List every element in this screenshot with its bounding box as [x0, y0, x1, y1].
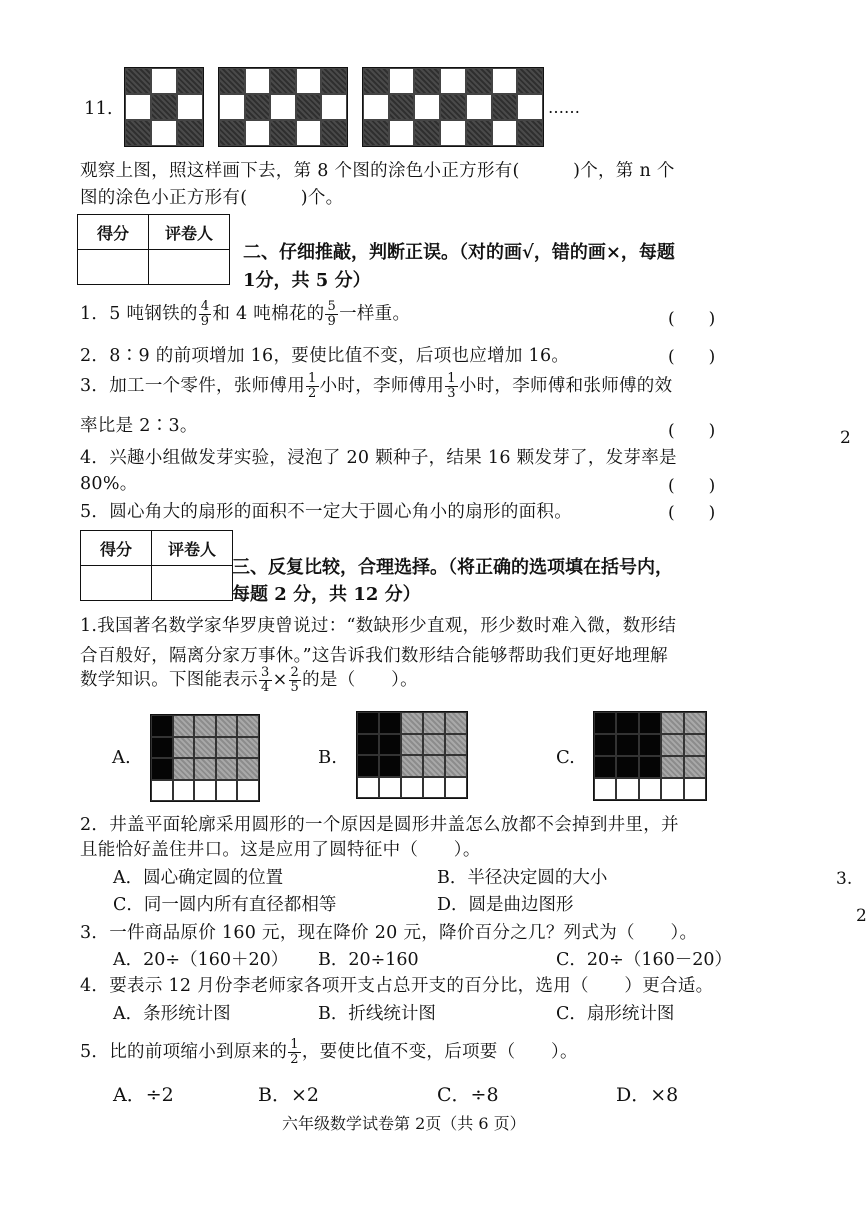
grid-cell	[445, 777, 467, 799]
blank-square	[296, 68, 322, 94]
blank-square	[492, 68, 518, 94]
blank-square	[321, 94, 347, 120]
times-sign: ×	[272, 670, 288, 690]
grid-cell	[684, 778, 706, 800]
grid-cell-black	[379, 734, 401, 756]
grader-cell[interactable]	[152, 566, 233, 601]
grid-cell-gray	[684, 712, 706, 734]
grid-cell	[173, 780, 195, 802]
choice-q5-option-b[interactable]: B．×2	[258, 1084, 319, 1106]
choice-q1-pre: 数学知识。下图能表示	[80, 670, 258, 690]
blank-square	[414, 94, 440, 120]
grid-cell-black	[357, 712, 379, 734]
judge-q1-pre: 1．5 吨钢铁的	[80, 304, 198, 324]
grid-cell-gray	[237, 737, 259, 759]
shaded-square	[270, 120, 296, 146]
choice-q3-option-a[interactable]: A．20÷（160＋20）	[113, 950, 289, 970]
blank-square	[389, 68, 415, 94]
shaded-square	[517, 120, 543, 146]
grid-cell-gray	[684, 734, 706, 756]
grader-label: 评卷人	[152, 531, 233, 566]
shaded-square	[219, 68, 245, 94]
grid-cell-gray	[661, 756, 683, 778]
grid-cell-gray	[661, 734, 683, 756]
choice-q1-line2: 合百般好，隔离分家万事休。”这告诉我们数形结合能够帮助我们更好地理解	[80, 646, 668, 666]
fraction-3-4: $\frac{3}{4}$	[261, 665, 270, 695]
grid-cell	[616, 778, 638, 800]
grid-cell-gray	[216, 758, 238, 780]
choice-q4-option-b[interactable]: B．折线统计图	[318, 1004, 436, 1024]
choice-q4-option-c[interactable]: C．扇形统计图	[556, 1004, 675, 1024]
grid-cell	[357, 777, 379, 799]
blank-square	[440, 68, 466, 94]
shaded-square	[363, 68, 389, 94]
grid-cell-gray	[423, 712, 445, 734]
judge-q3-post: 小时，李师傅和张师傅的效	[458, 376, 673, 396]
shaded-square	[296, 94, 322, 120]
choice-q2-option-b[interactable]: B．半径决定圆的大小	[437, 868, 608, 888]
choice-q1-line3	[80, 666, 418, 695]
grid-cell	[216, 780, 238, 802]
grid-cell-gray	[401, 755, 423, 777]
grid-cell-gray	[423, 755, 445, 777]
grid-cell-gray	[194, 758, 216, 780]
grid-cell-black	[594, 712, 616, 734]
q11-ellipsis: ……	[548, 98, 580, 117]
grid-cell	[401, 777, 423, 799]
choice-q2-option-a[interactable]: A．圆心确定圆的位置	[113, 868, 284, 888]
choice-q2-option-d[interactable]: D．圆是曲边图形	[437, 895, 574, 915]
judge-q3-line2: 率比是 2∶3。	[80, 416, 198, 436]
grid-cell-black	[379, 755, 401, 777]
checker-figure-2	[218, 67, 348, 147]
grid-cell	[379, 777, 401, 799]
grid-cell-gray	[237, 758, 259, 780]
answer-paren-2[interactable]: ( )	[668, 347, 716, 367]
blank-square	[177, 94, 203, 120]
grid-cell-gray	[194, 715, 216, 737]
grid-cell-black	[639, 712, 661, 734]
grid-cell-gray	[173, 758, 195, 780]
grid-cell	[639, 778, 661, 800]
option-c-label[interactable]: C.	[556, 747, 575, 768]
margin-number-1: 2	[840, 428, 851, 448]
grader-cell[interactable]	[149, 250, 230, 285]
fraction-1-2: $\frac{1}{2}$	[290, 1037, 299, 1067]
fraction-1-3: $\frac{1}{3}$	[447, 371, 456, 401]
choice-q2-line1: 2．井盖平面轮廓采用圆形的一个原因是圆形井盖怎么放都不会掉到井里，并	[80, 815, 679, 835]
choice-q2-line2: 且能恰好盖住井口。这是应用了圆特征中（ ）。	[80, 840, 481, 860]
grid-cell-black	[357, 734, 379, 756]
judge-q2: 2．8∶9 的前项增加 16，要使比值不变，后项也应增加 16。	[80, 346, 570, 366]
choice-q3-line1: 3．一件商品原价 160 元，现在降价 20 元，降价百分之几？列式为（ ）。	[80, 923, 698, 943]
grid-cell-gray	[216, 715, 238, 737]
shaded-square	[321, 120, 347, 146]
answer-paren-1[interactable]: ( )	[668, 309, 716, 329]
judge-q5: 5．圆心角大的扇形的面积不一定大于圆心角小的扇形的面积。	[80, 502, 573, 522]
checker-figure-3	[362, 67, 544, 147]
grid-cell-gray	[173, 715, 195, 737]
blank-square	[270, 94, 296, 120]
grid-cell-black	[616, 712, 638, 734]
grid-cell-gray	[661, 712, 683, 734]
judge-q1-post: 一样重。	[339, 304, 411, 324]
blank-square	[517, 94, 543, 120]
grid-cell-black	[379, 712, 401, 734]
grid-cell-black	[594, 734, 616, 756]
shaded-square	[219, 120, 245, 146]
grid-cell-gray	[401, 734, 423, 756]
option-a-label[interactable]: A.	[112, 747, 131, 768]
blank-square	[245, 120, 271, 146]
grid-cell	[423, 777, 445, 799]
answer-paren-5[interactable]: ( )	[668, 503, 716, 523]
section3-title-line2: 每题 2 分，共 12 分）	[232, 584, 421, 605]
grid-cell-black	[594, 756, 616, 778]
judge-q3-mid: 小时，李师傅用	[319, 376, 445, 396]
judge-q3-pre: 3．加工一个零件，张师傅用	[80, 376, 306, 396]
judge-q4-line2: 80%。	[80, 474, 138, 494]
score-label: 得分	[81, 531, 152, 566]
choice-q3-option-c[interactable]: C．20÷（160－20）	[556, 950, 732, 970]
blank-square	[219, 94, 245, 120]
grid-cell	[151, 780, 173, 802]
section2-title-line2: 1分，共 5 分）	[243, 270, 371, 291]
shaded-square	[466, 68, 492, 94]
choice-q5-option-c[interactable]: C．÷8	[437, 1084, 499, 1106]
judge-q1	[80, 300, 410, 329]
score-table-section2	[77, 214, 230, 285]
grid-option-a[interactable]	[150, 714, 260, 802]
shaded-square	[177, 120, 203, 146]
grid-cell-gray	[216, 737, 238, 759]
shaded-square	[245, 94, 271, 120]
margin-number-3: 2	[856, 906, 867, 926]
grid-option-c[interactable]	[593, 711, 707, 801]
q11-text-line2: 图的涂色小正方形有( )个。	[80, 188, 344, 208]
grid-cell-black	[357, 755, 379, 777]
checker-figure-1	[124, 67, 204, 147]
judge-q4-line1: 4．兴趣小组做发芽实验，浸泡了 20 颗种子，结果 16 颗发芽了，发芽率是	[80, 448, 677, 468]
shaded-square	[492, 94, 518, 120]
grid-cell-black	[616, 756, 638, 778]
shaded-square	[177, 68, 203, 94]
blank-square	[363, 94, 389, 120]
grid-cell	[194, 780, 216, 802]
grid-cell-black	[616, 734, 638, 756]
fraction-5-9: $\frac{5}{9}$	[327, 299, 337, 329]
blank-square	[296, 120, 322, 146]
blank-square	[492, 120, 518, 146]
grid-cell-gray	[194, 737, 216, 759]
q11-text-line1: 观察上图，照这样画下去，第 8 个图的涂色小正方形有( )个，第 n 个	[80, 161, 675, 181]
grid-cell-black	[151, 758, 173, 780]
choice-q1-post: 的是（ ）。	[302, 670, 418, 690]
section3-title-line1: 三、反复比较，合理选择。（将正确的选项填在括号内，	[232, 557, 673, 578]
grid-cell-gray	[423, 734, 445, 756]
score-table-section3	[80, 530, 233, 601]
shaded-square	[270, 68, 296, 94]
grid-cell-black	[639, 734, 661, 756]
grid-option-b[interactable]	[356, 711, 468, 799]
shaded-square	[125, 68, 151, 94]
blank-square	[440, 120, 466, 146]
answer-paren-3[interactable]: ( )	[668, 421, 716, 441]
grid-cell-black	[151, 737, 173, 759]
score-cell[interactable]	[81, 566, 152, 601]
fraction-2-5: $\frac{2}{5}$	[290, 665, 300, 695]
grid-cell-gray	[237, 715, 259, 737]
shaded-square	[414, 120, 440, 146]
q11-number: 11.	[84, 98, 113, 119]
grid-cell-black	[639, 756, 661, 778]
blank-square	[389, 120, 415, 146]
judge-q3-line1	[80, 372, 672, 401]
choice-q4-line1: 4．要表示 12 月份李老师家各项开支占总开支的百分比，选用（ ）更合适。	[80, 976, 714, 996]
choice-q5-pre: 5．比的前项缩小到原来的	[80, 1042, 288, 1062]
grid-cell	[237, 780, 259, 802]
choice-q5-option-d[interactable]: D．×8	[616, 1084, 679, 1106]
grid-cell	[661, 778, 683, 800]
grid-cell-gray	[445, 755, 467, 777]
margin-number-2: 3.	[836, 869, 853, 889]
grid-cell-gray	[445, 734, 467, 756]
grid-cell-gray	[401, 712, 423, 734]
grid-cell-black	[151, 715, 173, 737]
grid-cell	[594, 778, 616, 800]
choice-q1-line1: 1.我国著名数学家华罗庚曾说过：“数缺形少直观，形少数时难入微，数形结	[80, 616, 677, 636]
page-footer: 六年级数学试卷第 2页（共 6 页）	[282, 1114, 526, 1133]
blank-square	[466, 94, 492, 120]
shaded-square	[151, 94, 177, 120]
choice-q5-option-a[interactable]: A．÷2	[113, 1084, 174, 1106]
answer-paren-4[interactable]: ( )	[668, 476, 716, 496]
grid-cell-gray	[684, 756, 706, 778]
shaded-square	[389, 94, 415, 120]
shaded-square	[440, 94, 466, 120]
score-label: 得分	[78, 215, 149, 250]
choice-q3-option-b[interactable]: B．20÷160	[318, 950, 419, 970]
shaded-square	[466, 120, 492, 146]
choice-q5-post: ，要使比值不变，后项要（ ）。	[301, 1042, 578, 1062]
shaded-square	[414, 68, 440, 94]
blank-square	[125, 94, 151, 120]
grid-cell-gray	[445, 712, 467, 734]
fraction-4-9: $\frac{4}{9}$	[200, 299, 210, 329]
blank-square	[151, 68, 177, 94]
fraction-1-2: $\frac{1}{2}$	[308, 371, 317, 401]
blank-square	[151, 120, 177, 146]
score-cell[interactable]	[78, 250, 149, 285]
choice-q4-option-a[interactable]: A．条形统计图	[113, 1004, 231, 1024]
choice-q2-option-c[interactable]: C．同一圆内所有直径都相等	[113, 895, 337, 915]
judge-q1-mid: 和 4 吨棉花的	[212, 304, 325, 324]
shaded-square	[125, 120, 151, 146]
shaded-square	[517, 68, 543, 94]
section2-title-line1: 二、仔细推敲，判断正误。（对的画√，错的画×，每题	[243, 242, 675, 263]
choice-q5-line1	[80, 1038, 578, 1067]
option-b-label[interactable]: B.	[318, 747, 337, 768]
grader-label: 评卷人	[149, 215, 230, 250]
grid-cell-gray	[173, 737, 195, 759]
blank-square	[245, 68, 271, 94]
shaded-square	[321, 68, 347, 94]
shaded-square	[363, 120, 389, 146]
